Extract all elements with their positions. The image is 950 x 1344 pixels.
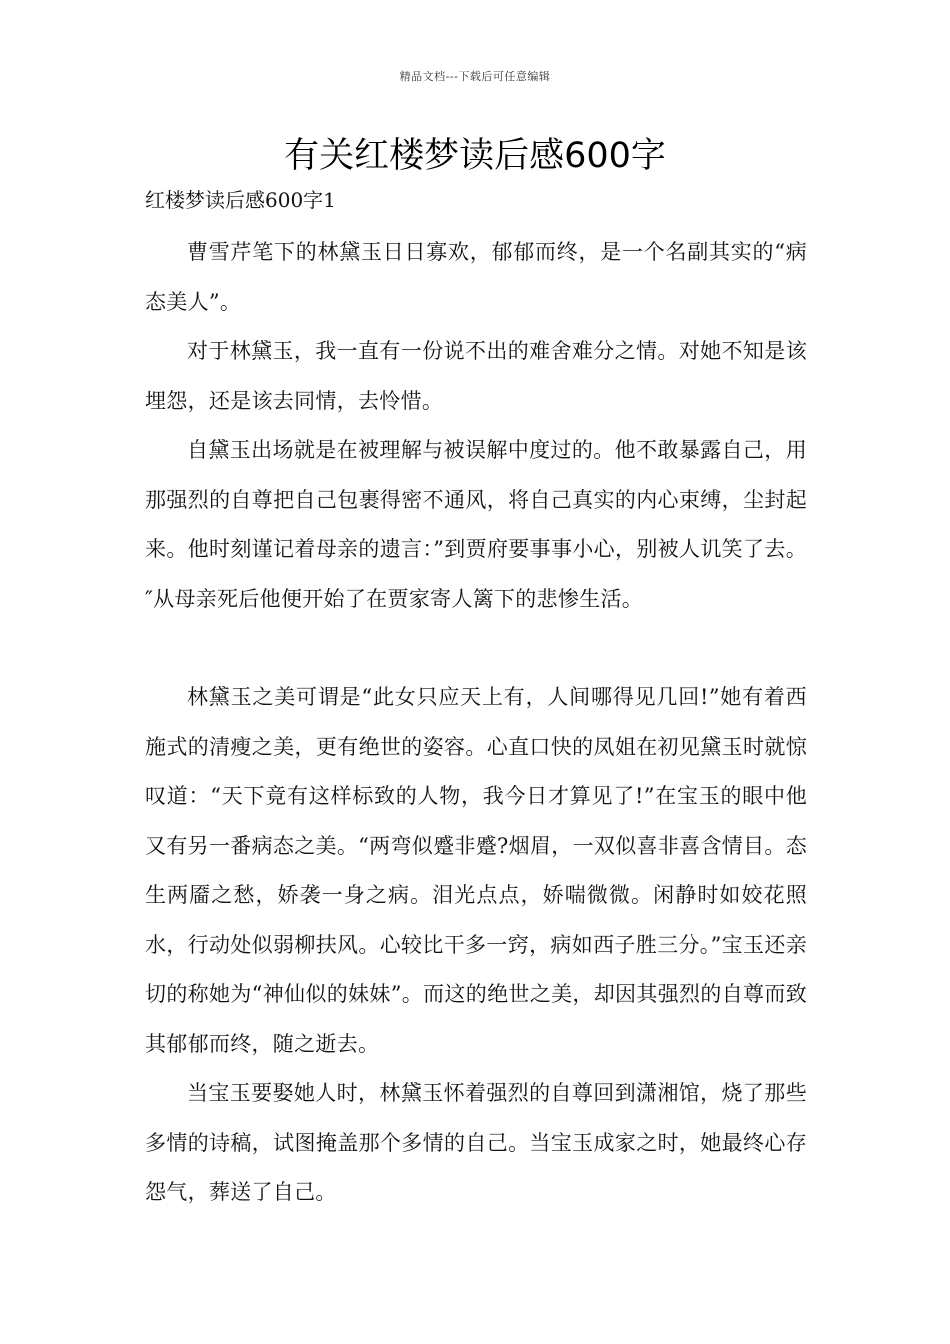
essay-body — [145, 228, 807, 1218]
paragraph-3: 自黛玉出场就是在被理解与被误解中度过的。他不敢暴露自己，用那强烈的自尊把自己包裹得密不通风，将自己真实的内心束缚，尘封起来。他时刻谨记着母亲的遗言：”到贾府要事事小心，别被人讥笑了去。″从母亲死后他便开始了在贾家寄人篱下的悲惨生活。 — [145, 438, 807, 611]
document-title: 有关红楼梦读后感600字 — [284, 136, 666, 176]
paragraph-5: 当宝玉要娶她人时，林黛玉怀着强烈的自尊回到潇湘馆，烧了那些多情的诗稿，试图掩盖那个多情的自己。当宝玉成家之时，她最终心存怨气，葬送了自己。 — [145, 1081, 807, 1204]
paragraph-4: 林黛玉之美可谓是“此女只应天上有，人间哪得见几回!”她有着西施式的清瘦之美，更有绝世的姿容。心直口快的凤姐在初见黛玉时就惊叹道：“天下竟有这样标致的人物，我今日才算见了!”在宝玉的眼中他又有另一番病态之美。“两弯似蹙非蹙?烟眉，一双似喜非喜含情目。态生两靥之愁，娇袭一身之病。泪光点点，娇喘微微。闲静时如姣花照水，行动处似弱柳扶风。心较比干多一窍，病如西子胜三分。”宝玉还亲切的称她为“神仙似的妹妹”。而这的绝世之美，却因其强烈的自尊而致其郁郁而终，随之逝去。 — [145, 685, 807, 1056]
essay-subtitle: 红楼梦读后感600字1 — [145, 188, 336, 212]
paragraph-1: 曹雪芹笔下的林黛玉日日寡欢，郁郁而终，是一个名副其实的“病态美人”。 — [145, 240, 807, 314]
header-note: 精品文档---下载后可任意编辑 — [399, 70, 551, 83]
paragraph-2: 对于林黛玉，我一直有一份说不出的难舍难分之情。对她不知是该埋怨，还是该去同情，去怜惜。 — [145, 339, 807, 413]
